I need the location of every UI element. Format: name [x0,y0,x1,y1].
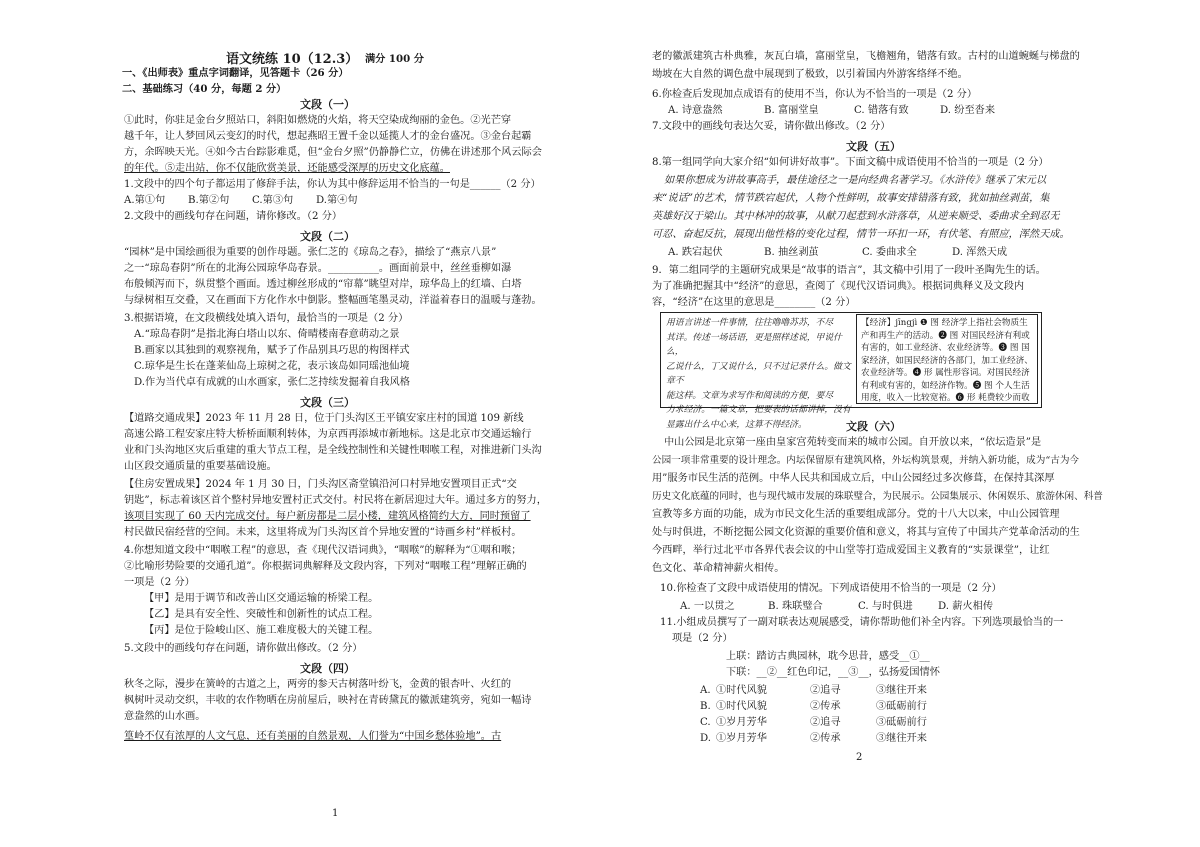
dictionary-entry: 【经济】jīngjì ❶ 图 经济学上指社会物质生产和再生产的活动。❷ 图 对国民经济有利或有害的，如工业经济、农业经济等。❸ 图 国家经济，如国民经济的各部门，加工业经济、农业经济等。❹ 形 属性形容词。对国民经济有利或有害的，如经济作物。❺ 图 个人生活用度，收入一比较宽裕。❻ 形 耗费较少而收 [861,318,1033,403]
section-5-line: 可忍、奋起反抗，展现出他性格的变化过程，情节一环扣一环，有伏笔、有照应，浑然天成。 [652,229,1070,240]
section-6-line: 处与时俱进，不断挖掘公园文化资源的重要价值和意义，将其与宣传了中国共产党革命活动的生 [652,527,1080,538]
q11-option-part: ②传承 [810,701,841,712]
section-6-title: 文段（六） [846,420,901,433]
section-4-line: 秋冬之际，漫步在簧岭的古道之上，两旁的参天古树落叶纷飞，金黄的银杏叶、火红的 [124,679,512,690]
couplet-upper: 上联：踏访古典园林，耽今思昔，感受__①__ [726,651,930,662]
section-3-line: 钥匙”，标志着该区首个整村异地安置村正式交付。村民将在新居迎过大年。通过多方的努力， [124,495,547,506]
question-11: 项是（2 分） [672,633,733,644]
question-9: 9．第二组同学的主题研究成果是“故事的语言”，其文稿中引用了一段叶圣陶先生的话。 [652,265,1046,276]
section-4-line: 意盎然的山水画。 [124,711,206,722]
continued-line: 老的徽派建筑古朴典雅，灰瓦白墙，富丽堂皇，飞檐翘角，错落有致。古村的山道蜿蜒与梯盘的 [652,51,1080,62]
section-2-line: 与绿树相互交叠，又在画面下方化作水中倒影。整幅画笔墨灵动，洋溢着春日的温暖与蓬勃。 [124,295,542,306]
section-3-line: 【住房安置成果】2024 年 1 月 30 日，门头沟区斋堂镇沿河口村异地安置项目正式“交 [124,479,517,490]
section-3-line: 高速公路工程安家庄特大桥桥面顺利转体，为京西再添城市新地标。这是北京市交通运输行 [124,429,532,440]
section-6-line: 色文化、革命精神薪火相传。 [652,563,785,574]
q11-option-part: ①岁月芳华 [716,717,767,728]
question-8: 8.第一组同学向大家介绍“如何讲好故事”。下面文稿中成语使用不恰当的一项是（2 分） [652,157,1049,168]
quote-line: 其详。传述一场话语，更是照样述说，甲说什么， [666,332,842,357]
q3-option: D.作为当代卓有成就的山水画家，张仁芝持续发掘着自我风格 [134,377,410,388]
section-1-line: 的年代。⑤走出站，你不仅能欣赏美景，还能感受深厚的历史文化底蕴。 [124,163,450,174]
section-3-line: 该项目实现了 60 天内完成交付。每户新房都是二层小楼，建筑风格简约大方，同时预留了 [124,511,531,522]
section-3-line: 业和门头沟地区灾后重建的重大节点工程，是全线控制性和关键性咽喉工程，对推进新门头沟 [124,445,542,456]
q11-option-letter: D. [700,733,712,744]
quote-line: 力求经济。一篇文章，把要表的话都讲掉，没有 [666,405,851,415]
q8-option: B. 抽丝剥茧 [764,247,819,258]
continued-line: 坳坡在大自然的调色盘中展现到了极致，以引着国内外游客络绎不绝。 [652,69,968,80]
question-1: 1.文段中的四个句子都运用了修辞手法，你认为其中修辞运用不恰当的一句是______（2 分） [124,179,541,190]
question-4: ②比喻形势险要的交通孔道”。你根据词典解释及文段内容，下列对“咽喉工程”理解正确的 [124,561,527,572]
question-3: 3.根据语境，在文段横线处填入语句，最恰当的一项是（2 分） [124,313,409,324]
section-3-line: 山区段交通质量的重要基础设施。 [124,461,277,472]
quote-line: 乙说什么，丁又说什么，只不过记录什么。做文章不 [666,361,851,386]
q11-option-letter: C. [700,717,711,728]
section-5-title: 文段（五） [846,140,901,153]
q1-option: C.第③句 [252,195,294,206]
total-score: 满分 100 分 [365,53,424,65]
page-number: 1 [332,808,339,819]
question-4: 一项是（2 分） [124,577,195,588]
q3-option: C.琼华是生长在蓬莱仙岛上琼树之花，表示该岛如同瑶池仙境 [134,361,410,372]
q8-option: A. 跌宕起伏 [668,247,723,258]
section-6-line: 宣教等多方面的功能，成为市民文化生活的重要组成部分。党的十八大以来，中山公园管理 [652,509,1060,520]
question-4: 4.你想知道文段中“咽喉工程”的意思，查《现代汉语词典》，“咽喉”的解释为“①咽和喉； [124,545,522,556]
page-title: 语文统练 10（12.3） [226,52,359,67]
q1-option: B.第②句 [188,195,230,206]
q11-option-part: ①时代风貌 [716,685,767,696]
q11-option-part: ①岁月芳华 [716,733,767,744]
q6-option: B. 富丽堂皇 [764,105,819,116]
q4-item: 【甲】是用于调节和改善山区交通运输的桥梁工程。 [144,593,379,604]
q3-option: B.画家以其独到的观察视角，赋予了作品别具巧思的构图样式 [134,345,410,356]
q4-item: 【丙】是位于险峻山区、施工难度极大的关键工程。 [144,625,379,636]
question-7: 7.文段中的画线句表达欠妥，请你做出修改。（2 分） [652,121,891,132]
q1-option: A.第①句 [124,195,166,206]
page-number: 2 [856,752,863,763]
section-4-line: 枫树叶灵动交织，丰收的农作物晒在房前屋后，映衬在青砖黛瓦的徽派建筑旁，宛如一幅诗 [124,695,532,706]
section-3-title: 文段（三） [300,396,355,409]
question-2: 2.文段中的画线句存在问题，请你修改。（2 分） [124,211,343,222]
section-1-title: 文段（一） [300,98,355,111]
section-6-line: 今西畔，举行过北平市各界代表会议的中山堂等打造成爱国主义教育的“实景课堂”，让红 [652,545,1050,556]
q3-option: A.“琼岛春阴”是指北海白塔山以东、倚晴楼南春意萌动之景 [134,329,400,340]
quote-line: 能这样。文章为求写作和阅读的方便，要尽 [666,390,834,401]
quote-line: 显露出什么中心来，这算不得经济。 [666,419,807,430]
section-5-line: 如果你想成为讲故事高手，最佳途径之一是向经典名著学习。《水浒传》继承了宋元以 [664,175,1047,186]
section-6-line: 历史文化底蕴的同时，也与现代城市发展的珠联璧合，为民展示。公园集展示、休闲娱乐、旅游休闲、科普 [652,491,1103,502]
q10-option: D. 薪火相传 [938,601,994,612]
couplet-lower: 下联：__②__红色印记，__③__，弘扬爱国情怀 [726,667,940,678]
q1-option: D.第④句 [316,195,358,206]
section-6-line: 公园一项非常重要的设计理念。内坛保留原有建筑风格，外坛构筑景观，并纳入新功能，成为“古为今 [652,455,1080,466]
section-1-line: ①此时，你驻足金台夕照站口，斜阳如燃烧的火焰，将天空染成绚丽的金色。②光芒穿 [124,115,512,126]
section-5-line: 来“说话”的艺术，情节跌宕起伏，人物个性鲜明，故事安排错落有致，犹如抽丝剥茧，集 [652,193,1050,204]
question-9: 为了准确把握其中“经济”的意思，查阅了《现代汉语词典》。根据词典释义及文段内 [652,281,1025,292]
q11-option-part: ②传承 [810,733,841,744]
section-4-title: 文段（四） [300,662,355,675]
section-3-line: 村民做民宿经营的空间。未来，这里将成为门头沟区首个异地安置的“诗画乡村”样板村。 [124,527,522,538]
q11-option-part: ③继往开来 [876,685,927,696]
q11-option-letter: A. [700,685,711,696]
q11-option-part: ②追寻 [810,685,841,696]
q11-option-part: ②追寻 [810,717,841,728]
q6-option: C. 错落有致 [854,105,909,116]
section-2-title: 文段（二） [300,230,355,243]
section-6-line: 用”服务市民生活的范例。中华人民共和国成立后，中山公园经过多次修葺，在保持其深厚 [652,473,1055,484]
dictionary-entry-box [856,314,1038,404]
part-1-heading: 一、《出师表》重点字词翻译，见答题卡（26 分） [122,67,349,79]
q10-option: A. 一以贯之 [680,601,735,612]
question-9: 容，“经济”在这里的意思是________（2 分） [652,297,856,308]
section-1-line: 越千年，让人梦回风云变幻的时代，想起燕昭王置千金以延揽人才的金台盛况。③金台起霸 [124,131,532,142]
question-6: 6.你检查后发现加点成语有的使用不当，你认为不恰当的一项是（2 分） [652,89,978,100]
q6-option: A. 诗意盎然 [668,105,723,116]
q11-option-part: ③继往开来 [876,733,927,744]
section-5-line: 英雄好汉于梁山。其中林冲的故事，从献刀起惹到水浒落草，从逆来顺受、委曲求全到忍无 [652,211,1060,222]
q11-option-part: ①时代风貌 [716,701,767,712]
section-2-line: 之一“琼岛春阴”所在的北海公园琼华岛春景。__________。画面前景中，丝丝垂柳如瀑 [124,263,512,274]
q8-option: D. 浑然天成 [952,247,1008,258]
question-10: 10.你检查了文段中成语使用的情况。下列成语使用不恰当的一项是（2 分） [660,583,1002,594]
quote-text [666,316,856,432]
section-2-line: “园林”是中国绘画很为重要的创作母题。张仁芝的《琼岛之春》，描绘了“燕京八景” [124,247,497,258]
q8-option: C. 委曲求全 [862,247,917,258]
page-2 [600,0,1200,847]
question-11: 11.小组成员撰写了一副对联表达观展感受，请你帮助他们补全内容。下列选项最恰当的一 [660,617,1064,628]
q11-option-part: ③砥砺前行 [876,717,927,728]
quote-line: 用语言讲述一件事情，往往噜噜苏苏，不尽 [666,318,834,328]
section-1-line: 方，余晖映天光。④如今古台踪影难觅，但“金台夕照”仍静静伫立，仿佛在讲述那个风云际会 [124,147,542,158]
section-2-line: 布般倾泻而下，纵贯整个画面。透过柳丝形成的“帘幕”眺望对岸，琼华岛上的红墙、白塔 [124,279,522,290]
question-5: 5.文段中的画线句存在问题，请你做出修改。（2 分） [124,643,363,654]
section-6-line: 中山公园是北京第一座由皇家宫苑转变而来的城市公园。自开放以来，“依坛造景”是 [664,437,1042,448]
q10-option: B. 珠联璧合 [768,601,823,612]
q10-option: C. 与时俱进 [858,601,913,612]
section-4-line: 篁岭不仅有浓厚的人文气息，还有美丽的自然景观，人们誉为“中国乡愁体验地”。古 [124,731,502,742]
q4-item: 【乙】是具有安全性、突破性和创新性的试点工程。 [144,609,379,620]
q6-option: D. 纷至沓来 [940,105,996,116]
part-2-heading: 二、基础练习（40 分，每题 2 分） [122,83,287,95]
q11-option-letter: B. [700,701,711,712]
q11-option-part: ③砥砺前行 [876,701,927,712]
section-3-line: 【道路交通成果】2023 年 11 月 28 日，位于门头沟区王平镇安家庄村的国道 109 新线 [124,413,524,424]
